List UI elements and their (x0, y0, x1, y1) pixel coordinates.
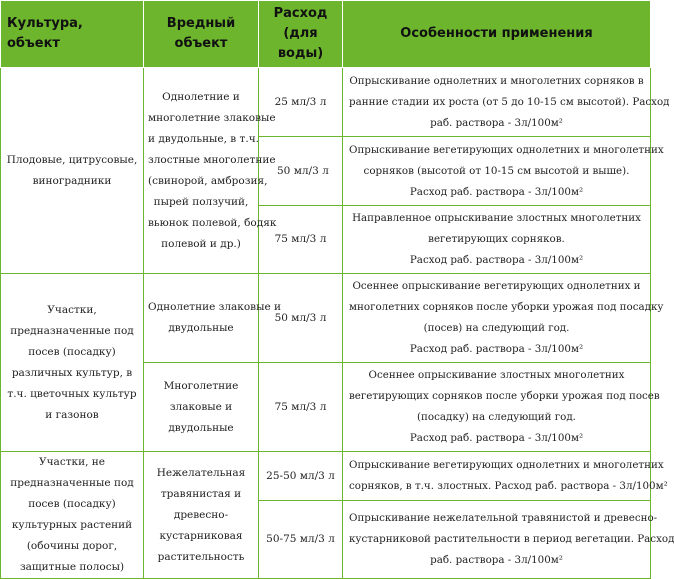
cell-line: многолетних сорняков после уборки урожая под посадку (349, 301, 664, 313)
culture-cell (1, 68, 144, 274)
cell-line: Расход раб. раствора - 3л/100м² (409, 343, 584, 355)
cell-line: Однолетние злаковые и (148, 301, 281, 313)
cell-line: Плодовые, цитрусовые, (6, 153, 138, 166)
cell-line: пырей ползучий, (153, 195, 249, 208)
cell-line: и газонов (45, 408, 99, 421)
cell-line: двудольные (168, 322, 234, 334)
header-features: Особенности применения (343, 1, 651, 68)
cell-line: Направленное опрыскивание злостных многолетних (352, 212, 641, 224)
cell-line: предназначенные под (10, 324, 134, 337)
cell-line: многолетние злаковые (148, 111, 276, 124)
cell-line: сорняков, в т.ч. злостных. Расход раб. раствора - 3л/100м² (349, 480, 668, 493)
cell-line: посев (посадку) (28, 498, 116, 510)
cell-line: Участки, (47, 303, 97, 316)
cell-line: раб. раствора - 3л/100м² (430, 554, 563, 567)
cell-line: Опрыскивание нежелательной травянистой и древесно- (349, 512, 658, 525)
cell-line: вегетирующих сорняков. (428, 233, 565, 245)
cell-line: (свинорой, амброзия, (148, 174, 268, 187)
cell-line: Многолетние (163, 379, 239, 392)
pest-cell (144, 363, 259, 452)
cell-line: Участки, не (39, 456, 105, 468)
features-cell (343, 274, 664, 363)
cell-line: древесно- (173, 508, 229, 521)
cell-line: Осеннее опрыскивание вегетирующих однолетних и (352, 280, 641, 292)
header-culture: Культура, объект (1, 1, 144, 68)
cell-line: растительность (157, 550, 245, 563)
rate-cell: 50 мл/3 л (259, 274, 343, 363)
cell-line: (обочины дорог, (26, 540, 118, 552)
cell-line: травянистая и (160, 487, 242, 500)
cell-line: т.ч. цветочных культур (7, 387, 137, 400)
header-pest-line: Вредный (166, 16, 236, 31)
culture-cell (1, 274, 144, 452)
header-rate (259, 1, 343, 68)
cell-line: (посадку) на следующий год. (417, 411, 576, 423)
cell-line: Расход раб. раствора - 3л/100м² (409, 185, 584, 198)
culture-cell (1, 452, 144, 579)
cell-line: ранние стадии их роста (от 5 до 10-15 см высотой). Расход (349, 95, 670, 108)
table-row (1, 452, 651, 501)
table-row (1, 274, 651, 363)
cell-line: кустарниковая (159, 529, 243, 542)
cell-line: Опрыскивание вегетирующих однолетних и многолетних (349, 459, 664, 472)
rate-cell: 75 мл/3 л (259, 363, 343, 452)
rate-cell: 25-50 мл/3 л (259, 452, 343, 501)
header-rate-line: Расход (273, 6, 328, 21)
cell-line: сорняков (высотой от 10-15 см высотой и выше). (363, 164, 630, 177)
pest-cell (144, 274, 281, 363)
cell-line: вьюнок полевой, бодяк (148, 216, 277, 229)
cell-line: Расход раб. раствора - 3л/100м² (409, 432, 584, 444)
cell-line: вегетирующих сорняков после уборки урожая под посев (349, 390, 660, 402)
cell-line: злостные многолетние (148, 153, 276, 166)
cell-line: виноградники (32, 174, 112, 187)
features-cell (343, 68, 670, 137)
features-cell (343, 137, 664, 206)
header-pest-line: объект (174, 36, 228, 51)
header-pest (144, 1, 259, 68)
cell-line: Однолетние и (162, 90, 240, 103)
features-cell (343, 501, 674, 579)
features-cell (343, 363, 660, 452)
cell-line: Осеннее опрыскивание злостных многолетних (368, 369, 625, 381)
features-cell (343, 452, 668, 501)
cell-line: полевой и др.) (161, 237, 241, 250)
pest-cell (144, 68, 277, 274)
cell-line: культурных растений (11, 519, 133, 531)
rate-cell: 50 мл/3 л (259, 137, 343, 206)
cell-line: и двудольные, в т.ч. (148, 132, 259, 145)
cell-line: (посев) на следующий год. (423, 322, 570, 334)
cell-line: Опрыскивание вегетирующих однолетних и многолетних (349, 143, 664, 156)
cell-line: Опрыскивание однолетних и многолетних сорняков в (349, 74, 644, 87)
rate-cell: 50-75 мл/3 л (259, 501, 343, 579)
cell-line: предназначенные под (10, 477, 134, 489)
header-row (1, 1, 651, 68)
cell-line: кустарниковой растительности в период вегетации. Расход (349, 533, 674, 546)
features-cell (343, 206, 651, 274)
header-rate-line: (для воды) (277, 26, 324, 61)
cell-line: Расход раб. раствора - 3л/100м² (409, 254, 584, 266)
rate-cell: 25 мл/3 л (259, 68, 343, 137)
cell-line: злаковые и (169, 400, 233, 413)
cell-line: двудольные (168, 421, 234, 434)
table-row (1, 68, 651, 137)
cell-line: раб. раствора - 3л/100м² (430, 116, 563, 129)
cell-line: посев (посадку) (28, 345, 116, 358)
cell-line: Нежелательная (156, 466, 246, 479)
rate-cell: 75 мл/3 л (259, 206, 343, 274)
cell-line: различных культур, в (11, 366, 133, 379)
cell-line: защитные полосы) (19, 561, 125, 573)
pest-cell (144, 452, 259, 579)
